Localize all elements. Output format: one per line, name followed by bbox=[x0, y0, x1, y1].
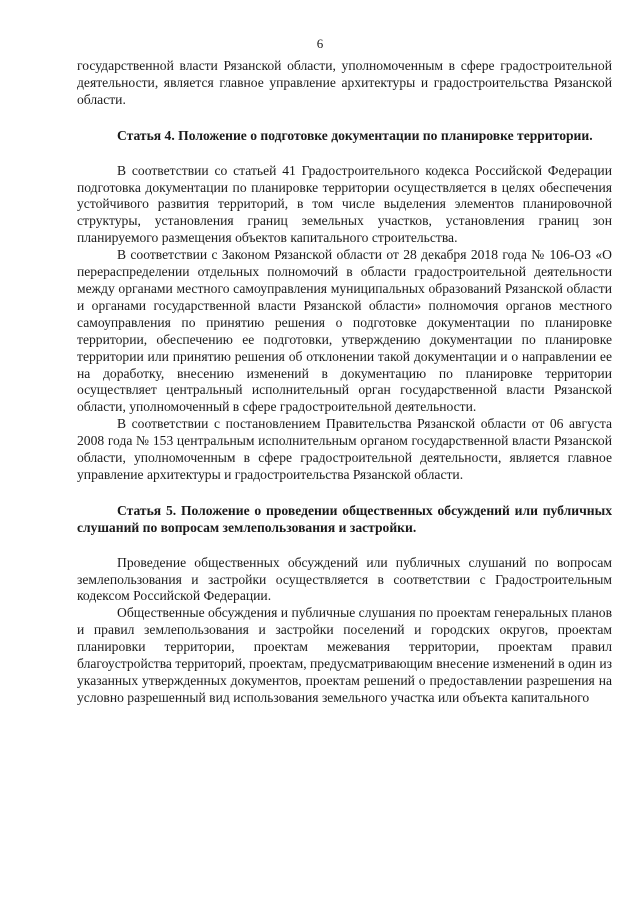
spacer bbox=[77, 484, 612, 503]
article-5-heading: Статья 5. Положение о проведении общественных обсуждений или публичных слушаний по вопросам землепользования и застройки. bbox=[77, 502, 612, 535]
article-5-paragraph: Общественные обсуждения и публичные слушания по проектам генеральных планов и правил землепользования и застройки поселений и городских округов, проектам планировки территории, проектам межевания территории, проектам правил благоустройства территорий, проектам, предусматривающим внесение изменений в один из указанных утвержденных документов, проектам решений о предоставлении разрешения на условно разрешенный вид использования земельного участка или объекта капитального bbox=[77, 605, 612, 705]
article-5-paragraph: Проведение общественных обсуждений или публичных слушаний по вопросам землепользования и застройки осуществляется в соответствии с Градостроительным кодексом Российской Федерации. bbox=[77, 554, 612, 604]
document-body bbox=[77, 58, 612, 707]
article-4-paragraph: В соответствии с Законом Рязанской области от 28 декабря 2018 года № 106-ОЗ «О перераспределении отдельных полномочий в области градостроительной деятельности между органами местного самоуправления муниципальных образований Рязанской области и органами государственной власти Рязанской области» полномочия органов местного самоуправления по принятию решения о подготовке документации по планировке территории, обеспечению ее подготовки, утверждению документации по планировке территории или принятию решения об отклонении такой документации и о направлении ее на доработку, внесению изменений в документацию по планировке территории осуществляет центральный исполнительный орган государственной власти Рязанской области, уполномоченный в сфере градостроительной деятельности. bbox=[77, 247, 612, 415]
article-4-heading: Статья 4. Положение о подготовке документации по планировке территории. bbox=[117, 127, 593, 143]
spacer bbox=[77, 537, 612, 555]
spacer bbox=[77, 109, 612, 128]
article-4-paragraph: В соответствии со статьей 41 Градостроительного кодекса Российской Федерации подготовка документации по планировке территории осуществляется в целях обеспечения устойчивого развития территорий, в том числе выделения элементов планировочной структуры, установления границ земельных участков, установления границ зон планируемого размещения объектов капитального строительства. bbox=[77, 162, 612, 246]
page-number: 6 bbox=[316, 36, 324, 51]
spacer bbox=[77, 145, 612, 163]
continued-paragraph: государственной власти Рязанской области, уполномоченным в сфере градостроительной деятельности, является главное управление архитектуры и градостроительства Рязанской области. bbox=[77, 58, 612, 107]
article-4-paragraph: В соответствии с постановлением Правительства Рязанской области от 06 августа 2008 года № 153 центральным исполнительным органом государственной власти Рязанской области, уполномоченным в сфере градостроительной деятельности, является главное управление архитектуры и градостроительства Рязанской области. bbox=[77, 416, 612, 482]
